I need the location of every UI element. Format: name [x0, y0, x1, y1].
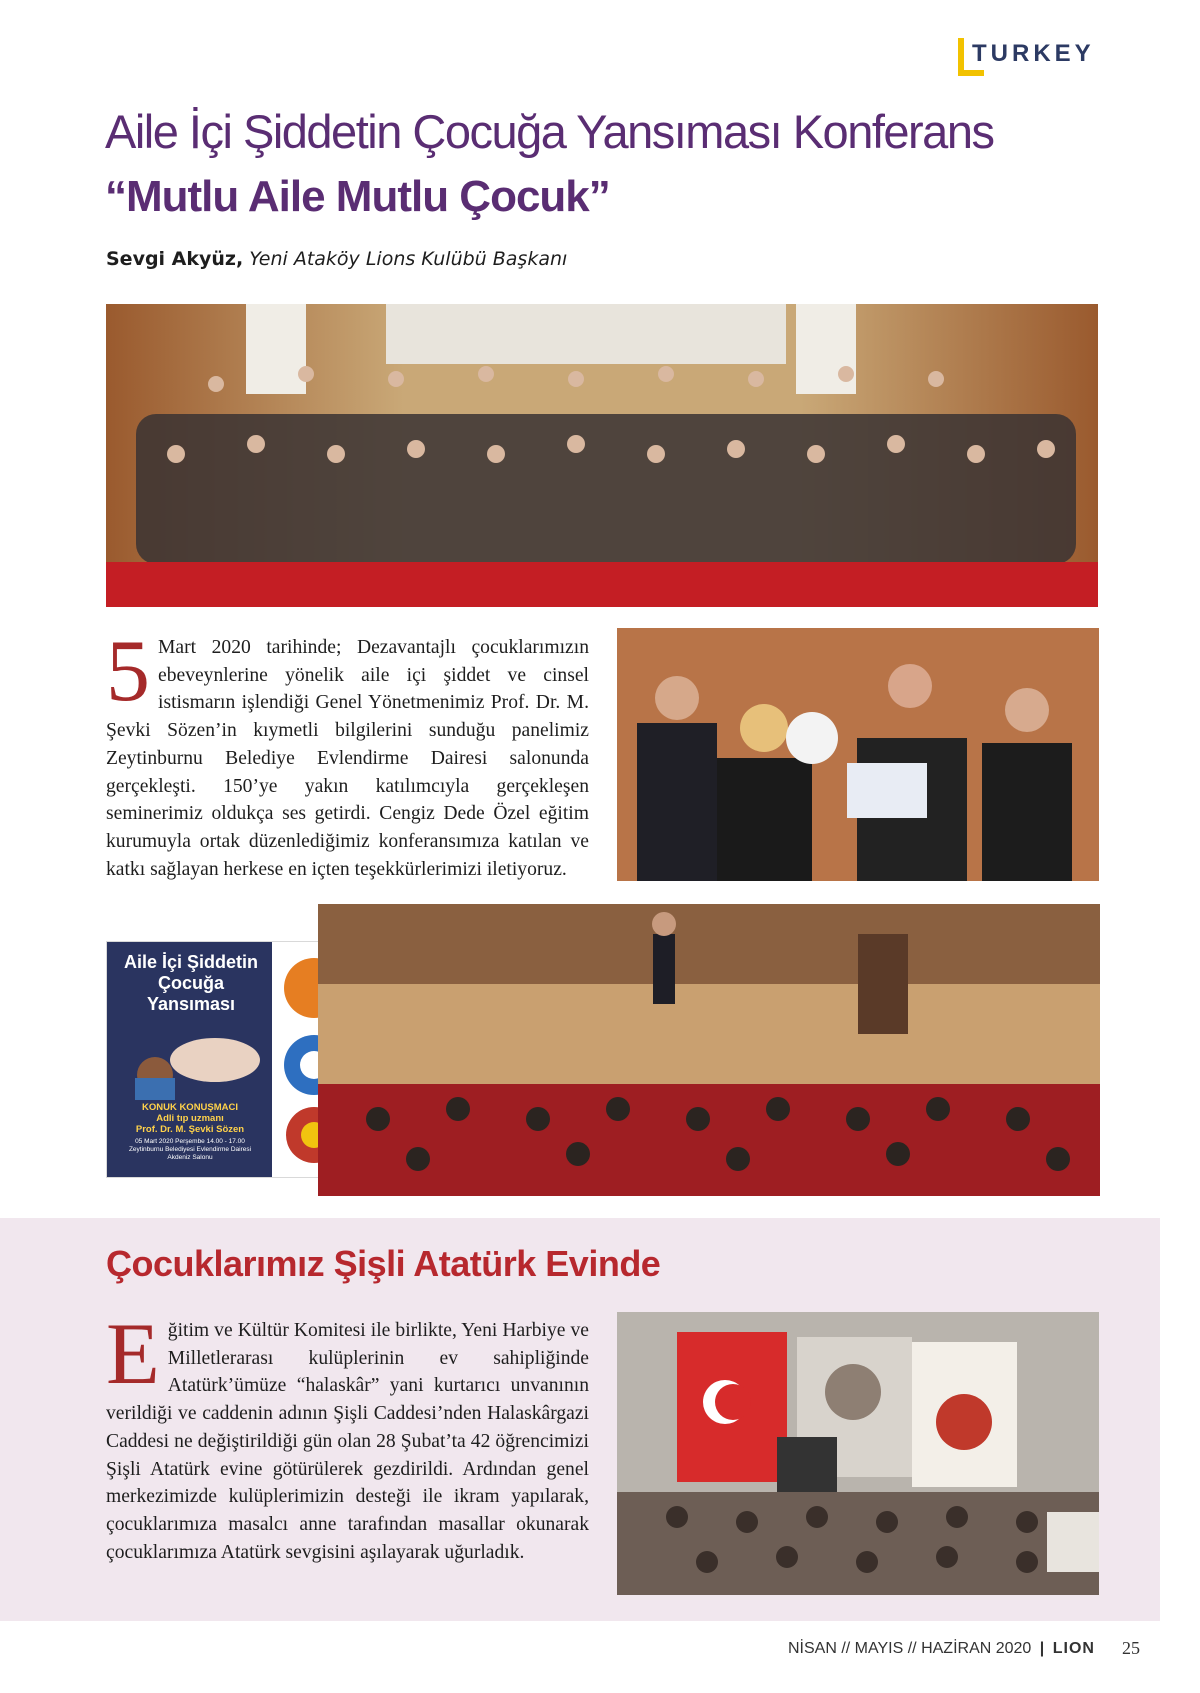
- drop-cap: 5: [106, 623, 150, 720]
- footer-separator: |: [1039, 1640, 1045, 1657]
- byline: [106, 248, 567, 270]
- article2-title: Çocuklarımız Şişli Atatürk Evinde: [106, 1243, 661, 1284]
- poster-title-line: Çocuğa: [157, 973, 224, 993]
- page-footer: [788, 1640, 1095, 1658]
- logo-l-foot: [958, 70, 984, 76]
- drop-cap: E: [106, 1306, 160, 1403]
- article-body: [106, 623, 589, 883]
- issue-label: NİSAN // MAYIS // HAZİRAN 2020: [788, 1640, 1032, 1657]
- article2-body: [106, 1306, 589, 1566]
- poster-title-line: Aile İçi Şiddetin: [123, 952, 259, 972]
- poster-title-line: Yansıması: [146, 994, 236, 1014]
- article-text: Mart 2020 tarihinde; Dezavantajlı çocuklarımızın ebeveynlerine yönelik aile içi şiddet ve cinsel istismarın işlendiği Genel Yönetmenimiz Prof. Dr. M. Şevki Sözen’in kıymetli bilgilerini sunduğu panelimiz Zeytinburnu Belediye Evlendirme Dairesi salonunda gerçekleşti. 150’ye yakın katılımcıyla gerçekleşen seminerimiz oldukça ses getirdi. Cengiz Dede Özel eğitim kurumuyla ortak düzenlediğimiz konferansımıza katılan ve katkı sağlayan herkese en içten teşekkürlerimizi iletiyoruz.: [106, 637, 589, 880]
- group-photo: [106, 304, 1098, 607]
- lion-turkey-logo: [958, 38, 1108, 78]
- logo-text: TURKEY: [972, 40, 1095, 67]
- ataturk-house-photo: [617, 1312, 1099, 1595]
- event-date: 05 Mart 2020 Perşembe 14.00 - 17.00: [135, 1138, 245, 1145]
- article-title: Aile İçi Şiddetin Çocuğa Yansıması Konferans: [105, 105, 994, 158]
- event-place: Zeytinburnu Belediyesi Evlendirme Dairesi: [128, 1146, 252, 1153]
- speaker-name: Prof. Dr. M. Şevki Sözen: [135, 1124, 245, 1135]
- speaker-sub: Adli tıp uzmanı: [156, 1113, 224, 1124]
- hands-illustration: [115, 1030, 265, 1100]
- article2-text: ğitim ve Kültür Komitesi ile birlikte, Yeni Harbiye ve Milletlerarası kulüplerinin ev sahipliğinde Atatürk’ümüze “halaskâr” yani kurtarıcı unvanının verildiği ve caddenin adının Şişli Caddesi’nden Halaskârgazi Caddesi ne değiştirildiği gün olan 28 Şubat’ta 42 öğrencimizi Şişli Atatürk evine götürülerek gezdirildi. Ardından genel merkezimizde kulüplerimizin desteği ile ikram yapılarak, çocuklarımıza masalcı anne tarafından masallar okunarak çocuklarımıza Atatürk sevgisini aşılayarak uğurladık.: [106, 1320, 589, 1563]
- poster-info: [111, 1138, 269, 1162]
- award-photo: [617, 628, 1099, 881]
- poster-speaker: [111, 1102, 269, 1135]
- conference-hall-photo: [318, 904, 1100, 1196]
- magazine-name: LION: [1052, 1640, 1095, 1657]
- speaker-label: KONUK KONUŞMACI: [141, 1102, 239, 1113]
- author-name: Sevgi Akyüz,: [106, 248, 244, 270]
- poster-title: [111, 952, 271, 1015]
- page-number: 25: [1122, 1638, 1140, 1658]
- article-subtitle: “Mutlu Aile Mutlu Çocuk”: [105, 172, 610, 221]
- author-role: Yeni Ataköy Lions Kulübü Başkanı: [249, 248, 568, 270]
- event-place: Akdeniz Salonu: [167, 1154, 213, 1161]
